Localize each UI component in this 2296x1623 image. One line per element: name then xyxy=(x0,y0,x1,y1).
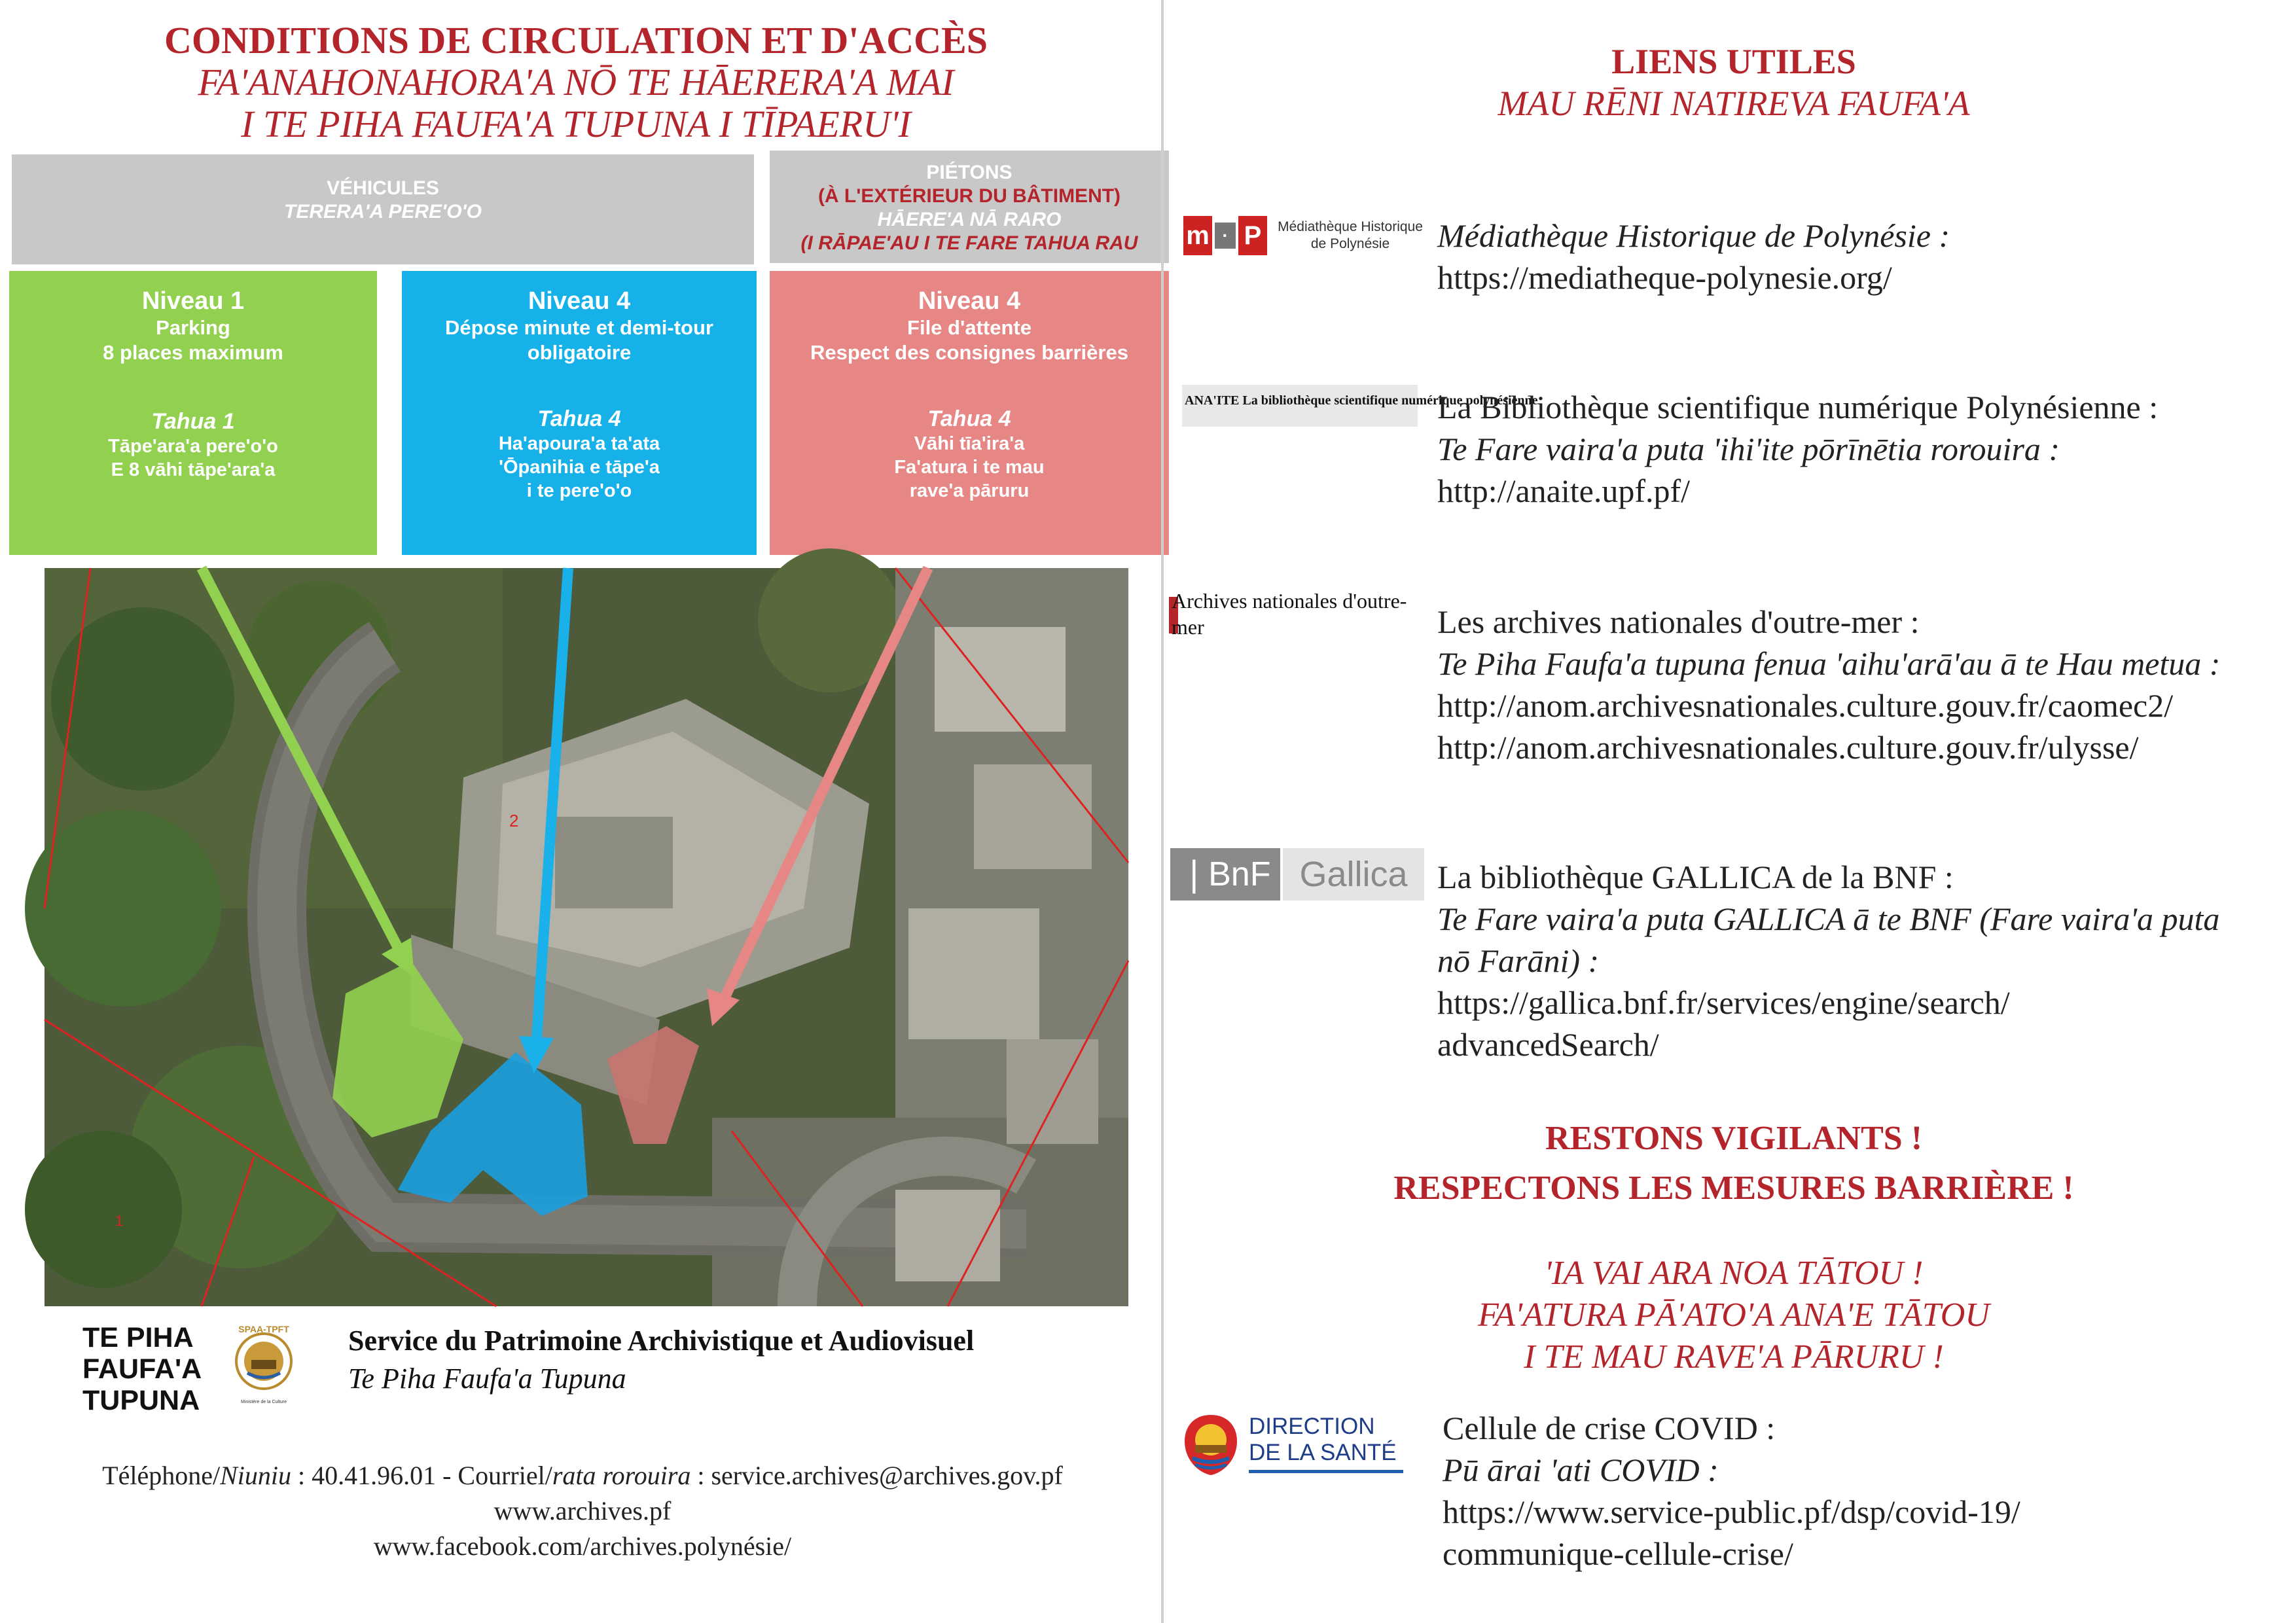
box-line: Respect des consignes barrières xyxy=(810,341,1128,364)
french-polynesia-emblem-icon xyxy=(1181,1412,1241,1478)
box-title: Niveau 4 xyxy=(528,287,631,315)
covid-contact xyxy=(1443,1407,2020,1575)
link-url[interactable]: http://anaite.upf.pf/ xyxy=(1437,473,1691,509)
link-title-tahitian: Te Piha Faufa'a tupuna fenua 'aihu'arā'au ā te Hau metua : xyxy=(1437,645,2221,682)
pedestrians-label: PIÉTONS xyxy=(926,162,1013,183)
link-anom xyxy=(1437,601,2220,768)
link-url[interactable]: http://anom.archivesnationales.culture.gouv.fr/caomec2/ xyxy=(1437,687,2174,724)
slogan-tahitian-line: 'IA VAI ARA NOA TĀTOU ! xyxy=(1544,1255,1924,1292)
page-title: CONDITIONS DE CIRCULATION ET D'ACCÈS xyxy=(164,19,988,62)
anaite-logo-text: ANA'ITE La bibliothèque scientifique numérique polynésienne xyxy=(1185,393,1538,408)
service-name-tahitian: Te Piha Faufa'a Tupuna xyxy=(348,1363,626,1395)
logo-ring-text: SPAA-TPFT xyxy=(238,1324,289,1334)
box-tahitian-line: Tāpe'ara'a pere'o'o xyxy=(108,436,278,457)
phone-and-mail-label[interactable]: : 40.41.96.01 - Courriel/ xyxy=(291,1461,552,1490)
level-4-drop-off-box xyxy=(402,271,757,555)
box-tahitian-title: Tahua 4 xyxy=(927,406,1011,431)
box-title: Niveau 1 xyxy=(141,287,245,315)
anom-logo-text: Archives nationales d'outre-mer xyxy=(1172,589,1407,639)
map-marker-2: 2 xyxy=(509,811,519,830)
link-title: Médiathèque Historique de Polynésie : xyxy=(1437,217,1950,254)
slogan-line: RESTONS VIGILANTS ! xyxy=(1545,1120,1923,1157)
column-divider xyxy=(1161,0,1164,1623)
covid-url[interactable]: communique-cellule-crise/ xyxy=(1443,1535,1793,1572)
link-title-tahitian: Te Fare vaira'a puta GALLICA ā te BNF (Fare vaira'a puta xyxy=(1437,901,2220,937)
link-gallica xyxy=(1437,856,2219,1065)
box-title: Niveau 4 xyxy=(918,287,1021,315)
pedestrians-sub-tahitian: (I RĀPAE'AU I TE FARE TAHUA RAU xyxy=(800,232,1138,254)
link-anaite xyxy=(1437,386,2158,512)
mediatheque-logo-text: Médiathèque Historique de Polynésie xyxy=(1278,219,1423,251)
link-mediatheque xyxy=(1437,215,1950,298)
aerial-site-map xyxy=(45,568,1128,1306)
logo-line: FAUFA'A xyxy=(82,1353,202,1385)
pedestrians-label-tahitian: HĀERE'A NĀ RARO xyxy=(877,209,1062,230)
vehicles-label: VÉHICULES xyxy=(327,177,439,199)
service-name: Service du Patrimoine Archivistique et Audiovisuel xyxy=(348,1325,975,1357)
gallica-logo: ❘BnF Gallica xyxy=(1170,848,1424,901)
slogan-tahitian-line: FA'ATURA PĀ'ATO'A ANA'E TĀTOU xyxy=(1478,1296,1990,1334)
mail-label-tahitian: rata rorouira xyxy=(552,1461,691,1490)
gallica-logo-text xyxy=(1170,848,1171,849)
logo-small-text: Ministère de la Culture xyxy=(240,1400,287,1404)
phone-label-tahitian: Niuniu xyxy=(220,1461,291,1490)
box-tahitian-title: Tahua 4 xyxy=(537,406,621,431)
anaite-logo xyxy=(1182,385,1538,427)
level-1-parking-box xyxy=(9,271,377,555)
page-title-tahitian-1: FA'ANAHONAHORA'A NŌ TE HĀERERA'A MAI xyxy=(198,61,954,103)
phone-label: Téléphone/ xyxy=(102,1461,221,1490)
useful-links-title: LIENS UTILES xyxy=(1611,42,1856,81)
logo-line: TE PIHA xyxy=(82,1322,194,1353)
box-tahitian-line: i te pere'o'o xyxy=(526,480,632,501)
link-url[interactable]: http://anom.archivesnationales.culture.gouv.fr/ulysse/ xyxy=(1437,729,2139,766)
direction-sante-line1: DIRECTION xyxy=(1249,1414,1375,1439)
logo-line: TUPUNA xyxy=(82,1385,200,1416)
box-tahitian-title: Tahua 1 xyxy=(151,409,235,434)
link-url[interactable]: advancedSearch/ xyxy=(1437,1026,1659,1063)
link-title-tahitian: Te Fare vaira'a puta 'ihi'ite pōrīnētia rorouira : xyxy=(1437,431,2060,467)
link-title-tahitian: nō Farāni) : xyxy=(1437,942,1600,979)
slogan-line: RESPECTONS LES MESURES BARRIÈRE ! xyxy=(1393,1169,2074,1207)
map-marker-1: 1 xyxy=(115,1213,124,1229)
contact-line xyxy=(0,1458,1165,1493)
spaa-logo xyxy=(82,1322,298,1420)
link-title: La bibliothèque GALLICA de la BNF : xyxy=(1437,859,1954,895)
mediatheque-logo: m · P Médiathèque Historique de Polynésie xyxy=(1183,213,1419,259)
box-line: 8 places maximum xyxy=(103,341,283,364)
box-line: obligatoire xyxy=(527,341,632,364)
box-tahitian-line: Fa'atura i te mau xyxy=(894,457,1045,478)
box-tahitian-line: Vāhi tīa'ira'a xyxy=(914,433,1025,454)
link-url[interactable]: https://gallica.bnf.fr/services/engine/search/ xyxy=(1437,984,2010,1021)
covid-title: Cellule de crise COVID : xyxy=(1443,1410,1776,1446)
email-address[interactable]: : service.archives@archives.gov.pf xyxy=(691,1461,1063,1490)
vehicles-label-tahitian: TERERA'A PERE'O'O xyxy=(284,201,482,223)
pedestrians-sub: (À L'EXTÉRIEUR DU BÂTIMENT) xyxy=(817,185,1121,207)
link-title: Les archives nationales d'outre-mer : xyxy=(1437,603,1920,640)
level-4-queue-box xyxy=(770,271,1169,555)
facebook-link[interactable]: www.facebook.com/archives.polynésie/ xyxy=(373,1531,792,1561)
box-tahitian-line: E 8 vāhi tāpe'ara'a xyxy=(111,459,276,480)
pedestrians-header xyxy=(770,151,1169,263)
link-url[interactable]: https://mediatheque-polynesie.org/ xyxy=(1437,259,1892,296)
direction-sante-line2: DE LA SANTÉ xyxy=(1249,1440,1397,1465)
slogan-tahitian-line: I TE MAU RAVE'A PĀRURU ! xyxy=(1524,1338,1944,1376)
tahiti-emblem-icon xyxy=(228,1322,300,1407)
box-line: Dépose minute et demi-tour xyxy=(445,316,713,339)
box-tahitian-line: rave'a pāruru xyxy=(909,480,1030,501)
box-line: File d'attente xyxy=(907,316,1031,339)
page-title-tahitian-2: I TE PIHA FAUFA'A TUPUNA I TĪPAERU'I xyxy=(241,103,911,145)
covid-title-tahitian: Pū ārai 'ati COVID : xyxy=(1443,1452,1719,1488)
useful-links-title-tahitian: MAU RĒNI NATIREVA FAUFA'A xyxy=(1498,84,1970,123)
anom-logo xyxy=(1169,588,1418,640)
box-tahitian-line: 'Ōpanihia e tāpe'a xyxy=(499,457,660,478)
website-link[interactable]: www.archives.pf xyxy=(493,1496,672,1525)
vehicles-header xyxy=(12,154,754,264)
link-title: La Bibliothèque scientifique numérique Polynésienne : xyxy=(1437,389,2159,425)
direction-sante-logo xyxy=(1181,1410,1403,1482)
box-line: Parking xyxy=(156,316,230,339)
box-tahitian-line: Ha'apoura'a ta'ata xyxy=(498,433,660,454)
covid-url[interactable]: https://www.service-public.pf/dsp/covid-19/ xyxy=(1443,1493,2020,1530)
